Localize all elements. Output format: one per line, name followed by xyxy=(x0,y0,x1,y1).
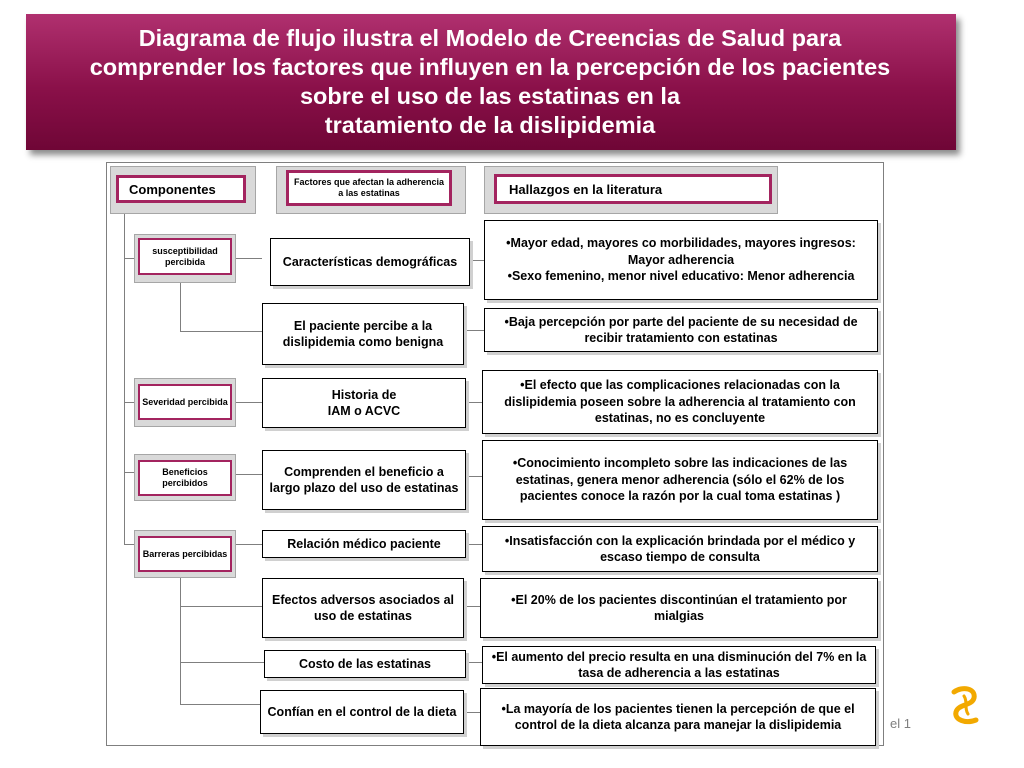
factor-relacion-medico-paciente: Relación médico paciente xyxy=(262,530,466,558)
connector-sev-f3 xyxy=(236,402,262,403)
factor-control-dieta: Confían en el control de la dieta xyxy=(260,690,464,734)
factor-caracteristicas-demograficas: Características demográficas xyxy=(270,238,470,286)
component-susceptibilidad: susceptibilidad percibida xyxy=(138,238,232,275)
connector-bar-f8 xyxy=(180,704,260,705)
finding-baja-percepcion: •Baja percepción por parte del paciente de su necesidad de recibir tratamiento con estatinas xyxy=(484,308,878,352)
connector-ben-f4 xyxy=(236,474,262,475)
factor-efectos-adversos: Efectos adversos asociados al uso de estatinas xyxy=(262,578,464,638)
title-line-3: sobre el uso de las estatinas en la xyxy=(299,83,681,109)
connector-f1-h1 xyxy=(470,260,484,261)
title-line-4: tratamiento de la dislipidemia xyxy=(324,112,656,138)
swirl-logo-icon xyxy=(944,684,988,730)
component-severidad: Severidad percibida xyxy=(138,384,232,420)
connector-bar-f7 xyxy=(180,662,264,663)
factor-historia-iam xyxy=(262,378,466,428)
connector-f5-h5 xyxy=(466,544,482,545)
connector-3 xyxy=(124,472,134,473)
finding-conocimiento-incompleto: •Conocimiento incompleto sobre las indicaciones de las estatinas, genera menor adherencia (sólo el 62% de los pacientes conoce la razón por la cual toma estatinas ) xyxy=(482,440,878,520)
finding-precio: •El aumento del precio resulta en una disminución del 7% en la tasa de adherencia a las estatinas xyxy=(482,646,876,684)
finding-complicaciones: •El efecto que las complicaciones relacionadas con la dislipidemia poseen sobre la adherencia al tratamiento con estatinas, no es concluyente xyxy=(482,370,878,434)
connector-susc-down xyxy=(180,283,181,331)
title-line-2: comprender los factores que influyen en la percepción de los pacientes xyxy=(89,54,891,80)
finding-control-dieta: •La mayoría de los pacientes tienen la percepción de que el control de la dieta alcanza para manejar la dislipidemia xyxy=(480,688,876,746)
header-componentes: Componentes xyxy=(116,175,246,203)
finding-demograficas-1: •Mayor edad, mayores co morbilidades, mayores ingresos: Mayor adherencia xyxy=(506,236,856,267)
factor-costo-estatinas: Costo de las estatinas xyxy=(264,650,466,678)
connector-bar-f6 xyxy=(180,606,262,607)
title-line-1: Diagrama de flujo ilustra el Modelo de Creencias de Salud para xyxy=(138,25,842,51)
header-hallazgos: Hallazgos en la literatura xyxy=(494,174,772,204)
header-factores: Factores que afectan la adherencia a las estatinas xyxy=(286,170,452,206)
component-beneficios: Beneficios percibidos xyxy=(138,460,232,496)
connector-f7-h7 xyxy=(466,662,482,663)
factor-historia-line-1: Historia de xyxy=(331,388,397,402)
connector-f2-h2 xyxy=(466,330,484,331)
component-barreras: Barreras percibidas xyxy=(138,536,232,572)
finding-mialgias: •El 20% de los pacientes discontinúan el tratamiento por mialgias xyxy=(480,578,878,638)
page-title xyxy=(40,16,940,148)
finding-demograficas-2: •Sexo femenino, menor nivel educativo: Menor adherencia xyxy=(507,269,855,284)
connector-f4-h4 xyxy=(466,476,482,477)
connector-main xyxy=(124,214,125,544)
finding-insatisfaccion: •Insatisfacción con la explicación brindada por el médico y escaso tiempo de consulta xyxy=(482,526,878,572)
finding-demograficas xyxy=(484,220,878,300)
slide-footer-text: el 1 xyxy=(890,716,911,731)
connector-bar-down xyxy=(180,578,181,704)
connector-1 xyxy=(124,258,134,259)
connector-4 xyxy=(124,544,134,545)
connector-2 xyxy=(124,402,134,403)
connector-f3-h3 xyxy=(466,402,482,403)
connector-bar-f5 xyxy=(236,544,262,545)
connector-susc-f1 xyxy=(236,258,262,259)
factor-dislipidemia-benigna: El paciente percibe a la dislipidemia como benigna xyxy=(262,303,464,365)
factor-historia-line-2: IAM o ACVC xyxy=(327,404,401,418)
connector-susc-f2 xyxy=(180,331,262,332)
factor-beneficio-largo-plazo: Comprenden el beneficio a largo plazo del uso de estatinas xyxy=(262,450,466,510)
